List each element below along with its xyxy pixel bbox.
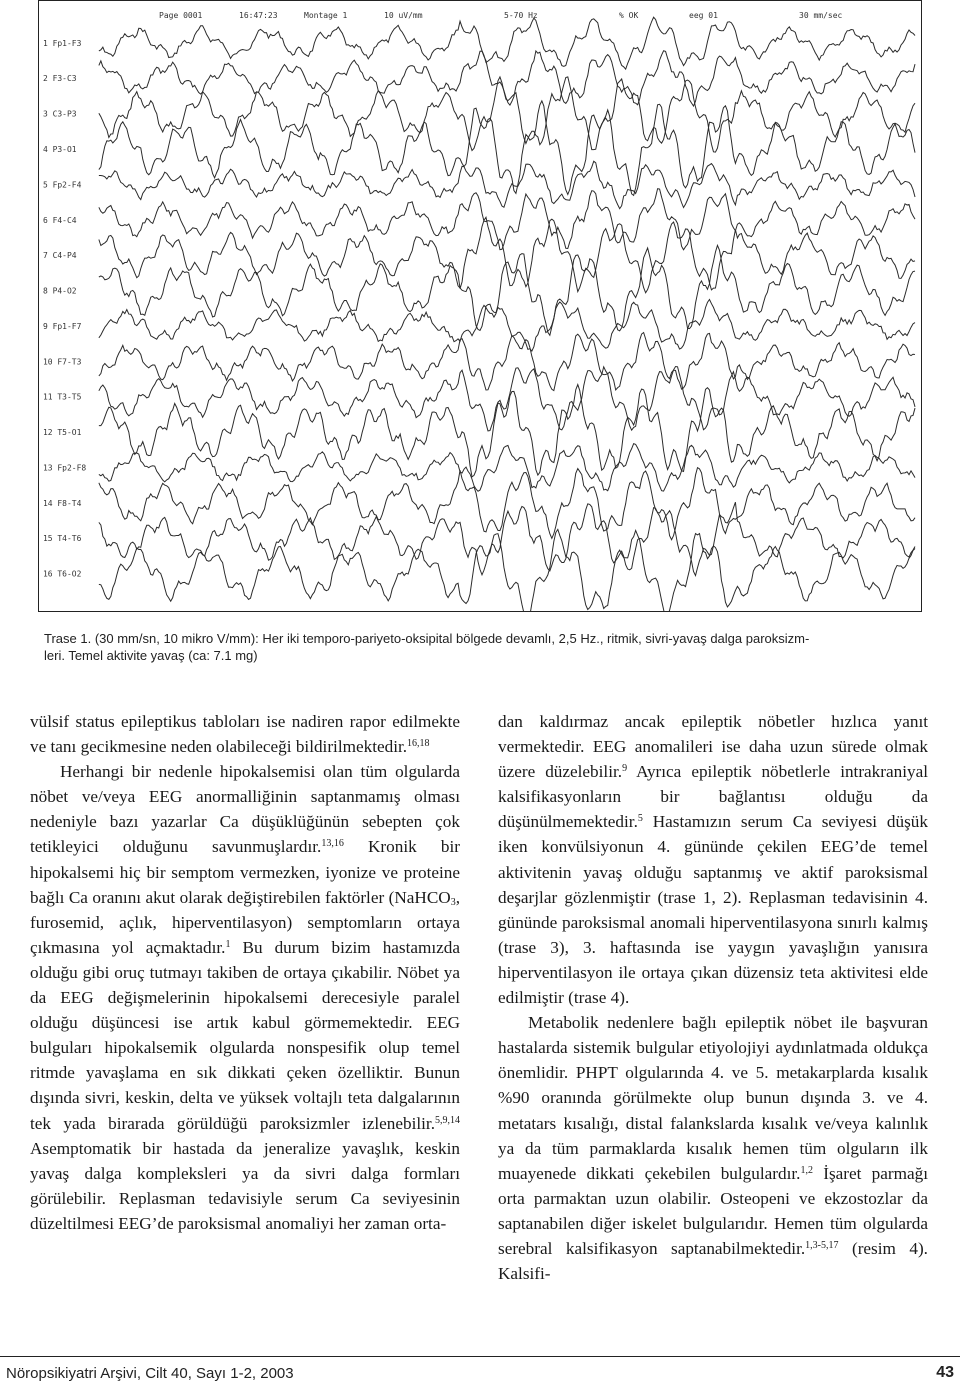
eeg-channel-label: 14 F8-T4 bbox=[42, 498, 82, 508]
citation: 1 bbox=[225, 938, 231, 950]
eeg-channel-label: 16 T6-O2 bbox=[42, 569, 82, 579]
eeg-trace-line bbox=[99, 77, 915, 152]
eeg-trace-line bbox=[99, 468, 915, 540]
right-paragraph-2: Metabolik nedenlere bağlı epileptik nöbet ile başvuran hastalarda sistemik bulgular etiyolojiyi aydınlatmada oldukça önemlidir. PHPT olgularında 4. ve 5. metakarplarda kısalık %90 oranında görülmekte olup bunun dışında 3. ve 4. metatars kısalığı, distal falankslarda kısalık ve/veya kalınlık ya da tüm parmaklarda kısalık hemen tüm olguların ilk muayenede dikkati çekebilen bulgulardır.$^{1,2}$ İşaret parmağı orta parmaktan uzun olabilir. Osteopeni ve ekzostozlar da saptanabilen diğer iskelet bulgularıdır. Hemen tüm olgularda serebral kalsifikasyon saptanabilmektedir.$^{1,3-5,17}$ (resim 4). Kalsifi- bbox=[498, 1013, 928, 1284]
eeg-channel-label: 15 T4-T6 bbox=[42, 534, 82, 544]
right-paragraph-1: dan kaldırmaz ancak epileptik nöbetler hızlıca yanıt vermektedir. EEG anomalileri ise daha uzun sürede olmak üzere düzelebilir.$^9$ Ayrıca epileptik nöbetlerle intrakraniyal kalsifikasyonların bir bağlantısı olduğu da düşünülmemektedir.$^5$ Hastamızın serum Ca seviyesi düşük iken konvülsiyonun 4. gününde çekilen EEG’de temel aktivitenin yavaş olduğu saptanmış ve aktif paroksismal deşarjlar gözlenmiştir (trase 1, 2). Replasman tedavisinin 4. gününde paroksismal anomali hiperventilasyona sınırlı kalmış (trase 3), 3. haftasında ise yaygın yavaşlığın yanısıra hiperventilasyon ile ortaya çıkan düzensiz teta aktivitesi elde edilmiştir (trase 4). bbox=[498, 712, 928, 1008]
eeg-header-montage: Montage 1 bbox=[304, 11, 348, 20]
eeg-header-filter: 5-70 Hz bbox=[504, 11, 538, 20]
eeg-trace-line bbox=[99, 101, 915, 195]
eeg-trace-line bbox=[99, 502, 915, 575]
eeg-trace-line bbox=[99, 333, 915, 391]
footer-journal: Nöropsikiyatri Arşivi, Cilt 40, Sayı 1-2, 2003 bbox=[6, 1365, 294, 1382]
eeg-header-sensitivity: 10 uV/mm bbox=[384, 11, 423, 20]
eeg-channel-label: 9 Fp1-F7 bbox=[42, 321, 82, 331]
eeg-header-time: 16:47:23 bbox=[239, 11, 278, 20]
left-column bbox=[30, 709, 460, 1236]
citation: 5,9,14 bbox=[435, 1114, 460, 1126]
eeg-header-page: Page 0001 bbox=[159, 11, 203, 20]
eeg-trace-line bbox=[99, 385, 915, 477]
caption-line-1: Trase 1. (30 mm/sn, 10 mikro V/mm): Her iki temporo-pariyeto-oksipital bölgede devamlı, 2,5 Hz., ritmik, sivri-yavaş dalga paroksizm- bbox=[44, 631, 810, 646]
eeg-channel-label: 5 Fp2-F4 bbox=[42, 180, 82, 190]
citation: 5 bbox=[637, 813, 643, 825]
eeg-channel-label: 8 P4-O2 bbox=[42, 286, 77, 296]
eeg-header bbox=[39, 9, 921, 25]
citation: 1,3-5,17 bbox=[805, 1239, 839, 1251]
eeg-trace-line bbox=[99, 444, 915, 492]
left-paragraph-2: Herhangi bir nedenle hipokalsemisi olan tüm olgularda nöbet ve/veya EEG anormalliğinin saptanmamış olması nedeniyle bazı yazarlar Ca düşüklüğünün sebepten çok tetikleyici olduğunu savunmuşlardır.$^{13,16}$ Kronik bir hipokalsemi hiç bir semptom vermezken, iyonize ve proteine bağlı Ca oranını akut olarak değiştirebilen faktörler (NaHCO$_3$, furosemid, açlık, hiperventilasyon) semptomların ortaya çıkmasına yol açmaktadır.$^1$ Bu durum bizim hastamızda olduğu gibi oruç tutmayı takiben de ortaya çıkabilir. Nöbet ya da EEG değişmelerinin hipokalsemi derecesiyle paralel olduğu düşüncesi ise artık kabul görmemektedir. EEG bulguları hipokalsemik olgularda nonspesifik olup temel ritmde yavaşlama en sık dikkati çeken özelliktir. Bunun dışında sivri, keskin, delta ve yüksek voltajlı teta dalgalarının tek yada birarada görüldüğü paroksizmler izlenebilir.$^{5,9,14}$ Asemptomatik bir hastada da jeneralize yavaşlık, keskin yavaş dalga kompleksleri ya da sivri dalga formları görülebilir. Replasman tedavisiyle serum Ca seviyesinin düzeltilmesi EEG’de paroksismal anomaliyi her zaman orta- bbox=[30, 762, 460, 1233]
eeg-trace-line bbox=[99, 217, 915, 292]
left-paragraph-1: vülsif status epileptikus tabloları ise nadiren rapor edilmekte ve tanı gecikmesine neden olabileceği bildirilmektedir.$^{16,18}$ bbox=[30, 712, 460, 757]
eeg-channel-label: 11 T3-T5 bbox=[42, 392, 82, 402]
citation: 16,18 bbox=[407, 738, 430, 750]
eeg-channel-label: 2 F3-C3 bbox=[42, 74, 77, 84]
eeg-channel-label: 12 T5-O1 bbox=[42, 428, 82, 438]
eeg-channel-label: 13 Fp2-F8 bbox=[42, 463, 87, 473]
caption-line-2: leri. Temel aktivite yavaş (ca: 7.1 mg) bbox=[44, 648, 258, 663]
eeg-channel-label: 3 C3-P3 bbox=[42, 109, 77, 119]
eeg-trace-line bbox=[99, 51, 915, 106]
page-number: 43 bbox=[936, 1364, 954, 1381]
footer-rule bbox=[0, 1356, 960, 1357]
eeg-channel-label: 1 Fp1-F3 bbox=[42, 38, 82, 48]
eeg-trace-line bbox=[99, 161, 915, 208]
eeg-header-file: eeg 01 bbox=[689, 11, 718, 20]
eeg-channel-label: 7 C4-P4 bbox=[42, 251, 77, 261]
eeg-header-speed: 30 mm/sec bbox=[799, 11, 843, 20]
eeg-trace-line bbox=[99, 529, 915, 611]
citation: 9 bbox=[622, 763, 628, 775]
eeg-channel-label: 6 F4-C4 bbox=[42, 215, 77, 225]
subscript: 3 bbox=[450, 896, 456, 908]
eeg-figure bbox=[38, 0, 922, 612]
eeg-header-status: % OK bbox=[619, 11, 639, 20]
right-column bbox=[498, 709, 928, 1286]
eeg-traces bbox=[39, 1, 921, 611]
eeg-channel-label: 10 F7-T3 bbox=[42, 357, 82, 367]
eeg-trace-line bbox=[99, 300, 915, 352]
eeg-trace-line bbox=[99, 367, 915, 431]
citation: 1,2 bbox=[800, 1164, 813, 1176]
citation: 13,16 bbox=[321, 838, 344, 850]
figure-caption bbox=[44, 630, 924, 664]
eeg-channel-label: 4 P3-O1 bbox=[42, 145, 77, 155]
